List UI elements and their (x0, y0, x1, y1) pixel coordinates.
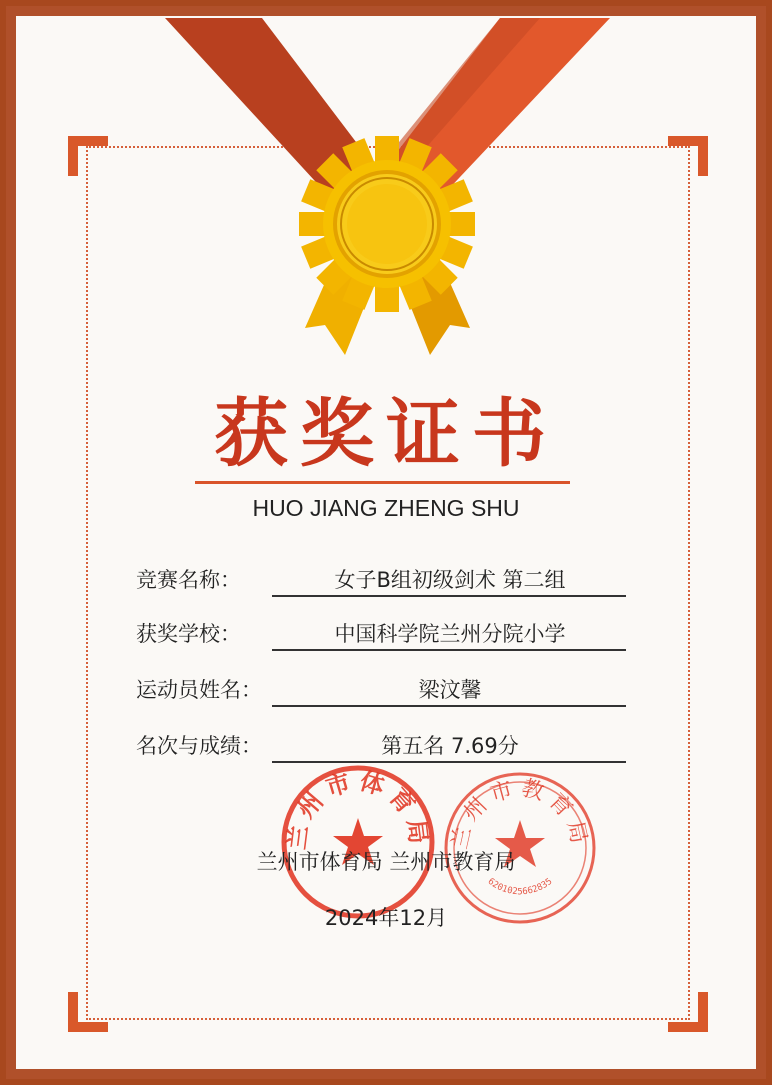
issue-date: 2024年12月 (324, 906, 448, 930)
field-value: 梁汶馨 (418, 678, 482, 702)
certificate-title: 获奖证书 (214, 391, 558, 477)
field-underline (272, 705, 626, 707)
seal-sports-bureau (278, 762, 438, 922)
title-underline (195, 481, 570, 484)
field-label: 竞赛名称： (136, 568, 241, 592)
field-label: 名次与成绩： (136, 734, 262, 758)
field-value: 中国科学院兰州分院小学 (334, 622, 566, 646)
field-underline (272, 595, 626, 597)
svg-text:兰州市体育局: 兰州市体育局 (282, 766, 434, 852)
medal-graphic (0, 0, 772, 400)
field-competition-name (136, 556, 626, 596)
field-rank-score (136, 722, 626, 762)
field-label: 获奖学校： (136, 622, 241, 646)
svg-text:兰州市教育局: 兰州市教育局 (447, 775, 593, 852)
field-school (136, 610, 626, 650)
field-value: 女子B组初级剑术 第二组 (334, 568, 566, 592)
field-underline (272, 649, 626, 651)
medal-starburst-icon (299, 136, 475, 312)
issuing-authorities: 兰州市体育局 兰州市教育局 (256, 850, 516, 874)
field-label: 运动员姓名： (136, 678, 262, 702)
certificate-title-pinyin: HUO JIANG ZHENG SHU (252, 495, 520, 521)
field-value: 第五名 7.69分 (381, 734, 519, 758)
field-athlete-name (136, 666, 626, 706)
corner-ornament-bottom-right (668, 992, 708, 1032)
corner-ornament-bottom-left (68, 992, 108, 1032)
svg-text:6201025662835: 6201025662835 (485, 876, 555, 898)
